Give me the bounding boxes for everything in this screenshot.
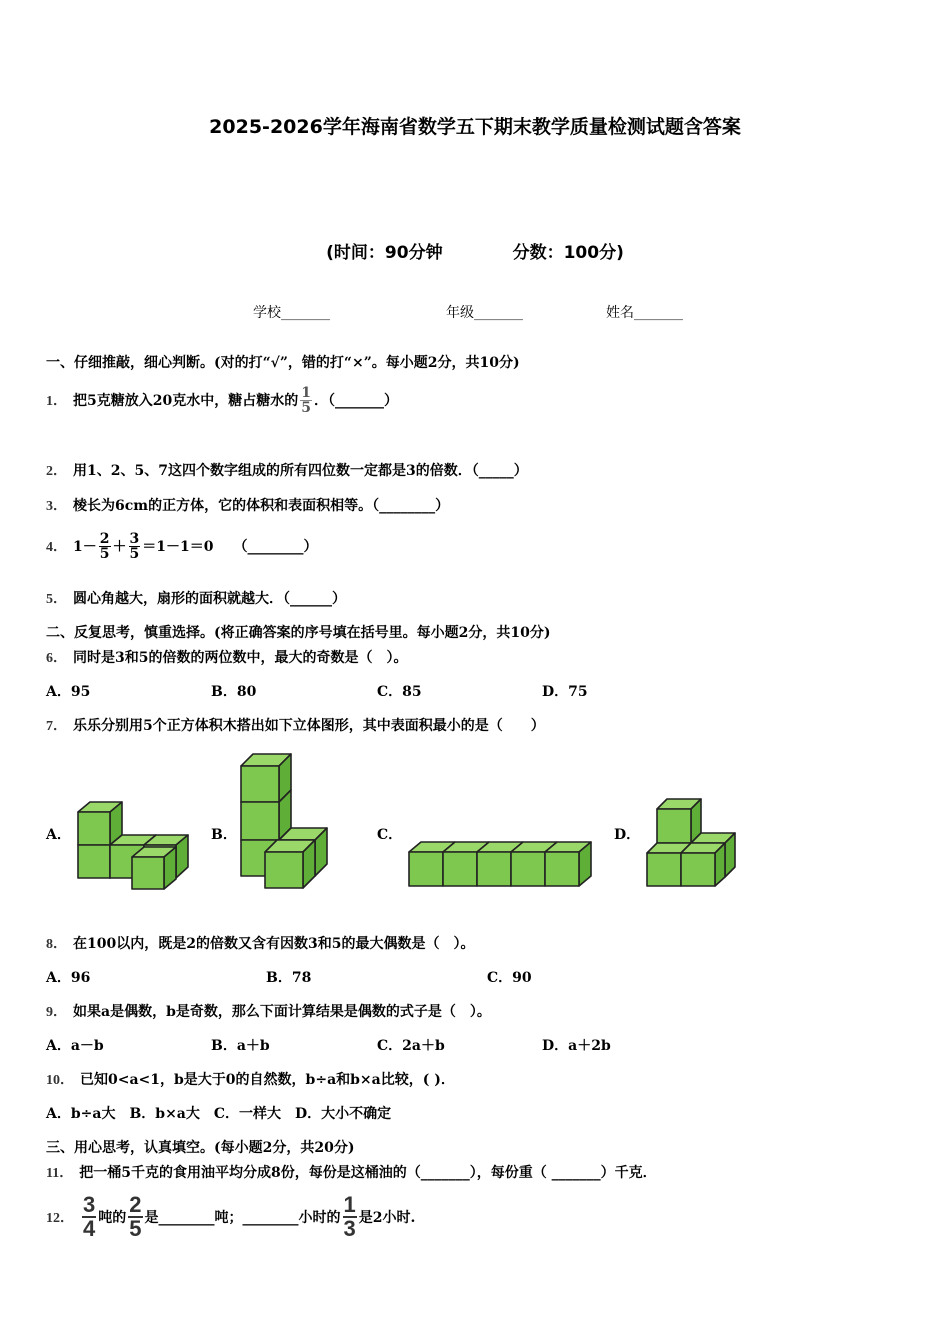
question-text: 已知0<a<1，b是大于0的自然数，b÷a和b×a比较，( )． [80,1072,455,1088]
numerator: 1 [343,1192,356,1217]
question-6 [46,647,407,667]
question-text: 乐乐分别用5个正方体积木搭出如下立体图形，其中表面积最小的是（ ） [73,718,545,734]
question-text: 是________吨；________小时的 [144,1210,341,1226]
name-field[interactable]: 姓名_______ [606,305,683,321]
question-number: 8． [46,937,67,952]
q6-option-a[interactable]: A．95 [46,684,91,700]
fraction [99,532,111,561]
question-text: 在100以内，既是2的倍数又含有因数3和5的最大偶数是（ ）。 [73,936,475,952]
denominator: 5 [129,1216,142,1241]
fraction [300,386,312,415]
question-number: 12． [46,1211,74,1226]
q6-option-c[interactable]: C．85 [377,684,422,700]
cube [132,847,176,889]
cube [681,843,725,886]
cube [241,754,291,802]
denominator: 5 [129,545,140,562]
figure-d [643,793,743,893]
question-4 [46,522,317,570]
denominator: 5 [301,399,311,416]
question-number: 2． [46,464,67,479]
q8-option-a[interactable]: A．96 [46,970,91,986]
exam-subtitle [0,238,950,263]
expression-part: ＝1－1＝0 [142,539,214,555]
q9-option-c[interactable]: C．2a＋b [377,1038,445,1054]
q10-options[interactable]: A．b÷a大 B．b×a大 C．一样大 D．大小不确定 [46,1106,392,1122]
figure-a [70,795,195,895]
question-11 [46,1162,657,1182]
question-number: 3． [46,499,67,514]
question-text: 棱长为6cm的正方体，它的体积和表面积相等。（________） [73,498,450,514]
answer-blank[interactable]: ．（_______） [313,393,398,409]
question-text: 用1、2、5、7这四个数字组成的所有四位数一定都是3的倍数．（_____） [73,463,528,479]
q9-option-d[interactable]: D．a＋2b [542,1038,611,1054]
denominator: 3 [343,1216,356,1241]
question-1 [46,376,398,424]
expression-part: 1－ [73,539,97,555]
numerator: 3 [129,530,140,547]
numerator: 3 [83,1192,96,1217]
question-number: 7． [46,719,67,734]
section-1-header: 一、仔细推敲，细心判断。(对的打“√”，错的打“×”。每小题2分，共10分) [46,355,520,371]
q9-option-b[interactable]: B．a＋b [211,1038,270,1054]
question-number: 9． [46,1005,67,1020]
question-12 [46,1190,415,1244]
question-text: 是2小时. [358,1210,416,1226]
q7-option-a[interactable]: A． [46,827,71,843]
question-text: 如果a是偶数，b是奇数，那么下面计算结果是偶数的式子是（ ）。 [73,1004,491,1020]
question-10 [46,1069,455,1089]
question-text: 同时是3和5的倍数的两位数中，最大的奇数是（ ）。 [73,650,408,666]
numerator: 2 [99,530,110,547]
q6-option-b[interactable]: B．80 [211,684,257,700]
figure-b [235,748,335,893]
grade-field[interactable]: 年级_______ [446,305,523,321]
question-text: 把5克糖放入20克水中，糖占糖水的 [73,393,299,409]
question-2 [46,460,528,480]
q8-option-c[interactable]: C．90 [487,970,532,986]
question-5 [46,588,346,608]
denominator: 5 [99,545,110,562]
q9-option-a[interactable]: A．a－b [46,1038,104,1054]
plus-sign: ＋ [112,539,127,555]
question-number: 6． [46,651,67,666]
cube [657,799,701,843]
question-text: 把一桶5千克的食用油平均分成8份，每份是这桶油的（_______），每份重（ _______）千克． [79,1165,657,1181]
q7-option-b[interactable]: B． [211,827,237,843]
cube [545,842,591,886]
exam-score: 分数：100分) [512,243,624,263]
question-number: 11． [46,1166,74,1181]
question-3 [46,495,449,515]
section-2-header: 二、反复思考，慎重选择。(将正确答案的序号填在括号里。每小题2分，共10分) [46,625,551,641]
question-number: 1． [46,394,67,409]
question-9 [46,1001,491,1021]
question-text: 圆心角越大，扇形的面积就越大．（______） [73,591,346,607]
fraction [343,1194,357,1240]
numerator: 2 [129,1192,142,1217]
question-text: 吨的 [98,1210,127,1226]
question-7 [46,715,545,735]
school-field[interactable]: 学校_______ [253,305,330,321]
question-number: 10． [46,1073,74,1088]
cube [78,802,122,845]
fraction [82,1194,96,1240]
fraction [129,532,141,561]
question-8 [46,933,474,953]
answer-blank[interactable]: （________） [233,539,318,555]
question-number: 5． [46,592,67,607]
q7-option-d[interactable]: D． [614,827,641,843]
denominator: 4 [83,1216,96,1241]
cube [265,840,315,888]
figure-c [405,838,597,893]
numerator: 1 [301,384,311,401]
q8-option-b[interactable]: B．78 [266,970,312,986]
page-title: 2025-2026学年海南省数学五下期末教学质量检测试题含答案 [209,116,741,138]
exam-time: (时间：90分钟 [326,243,443,263]
fraction [128,1194,142,1240]
section-3-header: 三、用心思考，认真填空。(每小题2分，共20分) [46,1140,355,1156]
q7-option-c[interactable]: C． [377,827,403,843]
q6-option-d[interactable]: D．75 [542,684,588,700]
question-number: 4． [46,540,67,555]
